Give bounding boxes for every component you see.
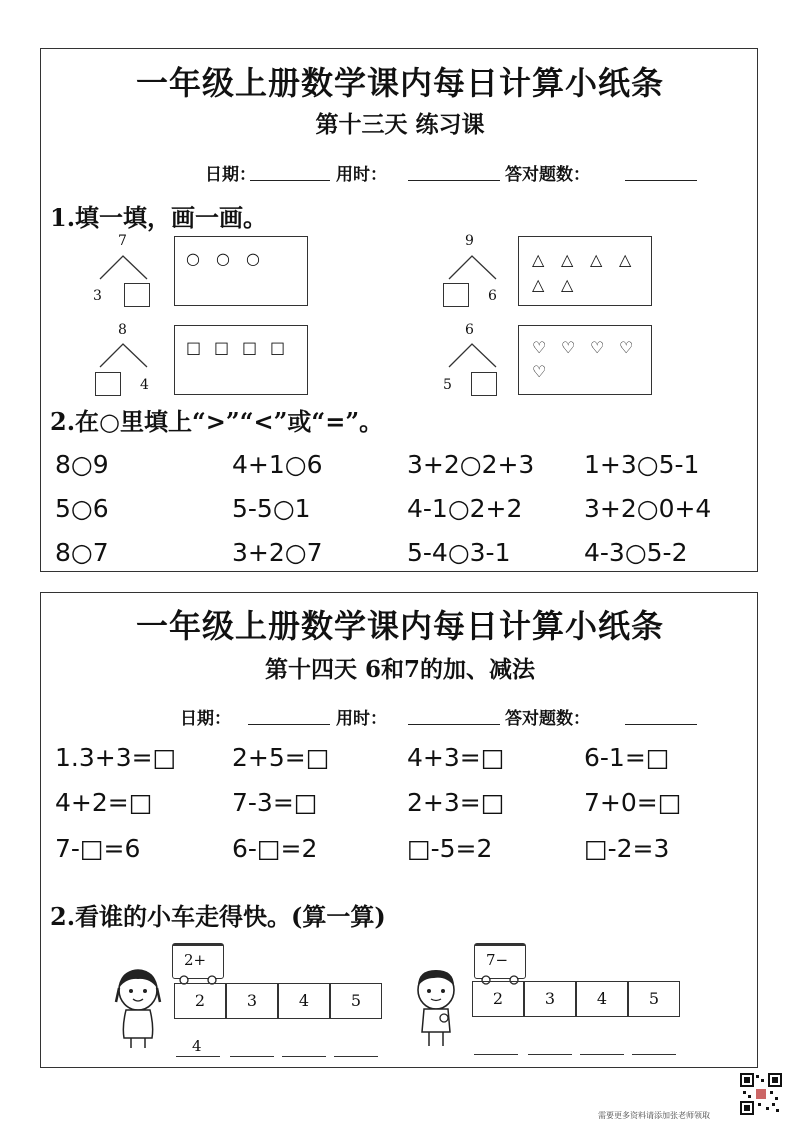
bond2-branches	[444, 252, 504, 280]
card2-date-line[interactable]	[248, 724, 330, 725]
bond4-left: 5	[443, 377, 452, 393]
compare-r2c4[interactable]: 3+2○0+4	[584, 494, 712, 523]
card1-section2-heading: 2.在○里填上“>”“<”或“=”。	[50, 407, 384, 436]
bond1-drawing-box[interactable]	[174, 236, 308, 306]
bond1-top: 7	[118, 233, 127, 249]
car2-answer-line-4[interactable]	[632, 1054, 676, 1055]
card2-correct-label: 答对题数：	[505, 709, 590, 729]
bond1-branches	[95, 252, 155, 280]
compare-r2c1[interactable]: 5○6	[55, 494, 109, 523]
car2-label: 7−	[486, 951, 509, 969]
calc-r2c4[interactable]: 7+0=□	[584, 788, 682, 817]
calc-r1c4[interactable]: 6-1=□	[584, 743, 670, 772]
bond2-shape-3: △	[590, 250, 603, 269]
compare-r1c1[interactable]: 8○9	[55, 450, 109, 479]
bond3-answer-box[interactable]	[95, 372, 121, 396]
calc-r1c2[interactable]: 2+5=□	[232, 743, 330, 772]
card1-date-label: 日期：	[205, 165, 256, 185]
bond2-drawing-box[interactable]	[518, 236, 652, 306]
compare-r2c2[interactable]: 5-5○1	[232, 494, 311, 523]
car1-track-cell-3: 4	[278, 983, 330, 1019]
bond3-shape-2: □	[214, 338, 230, 357]
calc-r2c2[interactable]: 7-3=□	[232, 788, 318, 817]
bond2-top: 9	[465, 233, 474, 249]
car1-answer-line-4[interactable]	[334, 1056, 378, 1057]
car1-label: 2+	[184, 951, 207, 969]
bond4-branches	[444, 340, 504, 368]
bond2-shape-1: △	[532, 250, 545, 269]
car1-track-cell-4: 5	[330, 983, 382, 1019]
calc-r3c4[interactable]: □-2=3	[584, 834, 670, 863]
calc-r3c3[interactable]: □-5=2	[407, 834, 493, 863]
card2-subtitle: 第十四天 6和7的加、减法	[264, 656, 535, 683]
bond2-shape-5: △	[532, 275, 545, 294]
car2-track-cell-2: 3	[524, 981, 576, 1017]
car2-track-cell-4: 5	[628, 981, 680, 1017]
card2-section2-heading: 2.看谁的小车走得快。(算一算)	[50, 902, 386, 931]
bond4-shape-1: ♡	[532, 338, 547, 357]
bond3-shape-1: □	[186, 338, 202, 357]
card1-subtitle: 第十三天 练习课	[315, 111, 485, 138]
card1-correct-line[interactable]	[625, 180, 697, 181]
bond3-branches	[95, 340, 155, 368]
card2-date-label: 日期：	[180, 709, 231, 729]
compare-r3c2[interactable]: 3+2○7	[232, 538, 323, 567]
bond1-shape-3: ○	[246, 249, 260, 268]
bond4-answer-box[interactable]	[471, 372, 497, 396]
card2-time-line[interactable]	[408, 724, 500, 725]
card2-title: 一年级上册数学课内每日计算小纸条	[135, 607, 664, 645]
car1-answer-line-1[interactable]	[176, 1056, 220, 1057]
bond1-shape-1: ○	[186, 249, 200, 268]
card2-time-label: 用时：	[336, 709, 387, 729]
bond4-shape-3: ♡	[590, 338, 605, 357]
bond3-shape-4: □	[270, 338, 286, 357]
bond2-right: 6	[488, 288, 497, 304]
compare-r3c1[interactable]: 8○7	[55, 538, 109, 567]
bond2-shape-4: △	[619, 250, 632, 269]
card1-time-label: 用时：	[336, 165, 387, 185]
car1-track-cell-2: 3	[226, 983, 278, 1019]
bond3-drawing-box[interactable]	[174, 325, 308, 395]
bond3-right: 4	[140, 377, 149, 393]
calc-r2c3[interactable]: 2+3=□	[407, 788, 505, 817]
bond4-shape-4: ♡	[619, 338, 634, 357]
compare-r1c2[interactable]: 4+1○6	[232, 450, 323, 479]
card1-date-line[interactable]	[250, 180, 330, 181]
bond2-shape-2: △	[561, 250, 574, 269]
car2-answer-line-3[interactable]	[580, 1054, 624, 1055]
car1-track-cell-1: 2	[174, 983, 226, 1019]
car1-answer-line-2[interactable]	[230, 1056, 274, 1057]
girl-illustration	[110, 966, 166, 1050]
bond2-answer-box[interactable]	[443, 283, 469, 307]
car1-answer-1: 4	[192, 1037, 202, 1055]
card1-time-line[interactable]	[408, 180, 500, 181]
qr-code-icon	[740, 1073, 782, 1115]
card2-correct-line[interactable]	[625, 724, 697, 725]
bond1-left: 3	[93, 288, 102, 304]
card1-title: 一年级上册数学课内每日计算小纸条	[135, 64, 664, 102]
compare-r2c3[interactable]: 4-1○2+2	[407, 494, 523, 523]
footer-text: 需要更多资料请添加张老师领取	[598, 1111, 710, 1120]
compare-r1c3[interactable]: 3+2○2+3	[407, 450, 535, 479]
bond1-answer-box[interactable]	[124, 283, 150, 307]
compare-r3c3[interactable]: 5-4○3-1	[407, 538, 511, 567]
bond3-shape-3: □	[242, 338, 258, 357]
calc-r3c2[interactable]: 6-□=2	[232, 834, 318, 863]
car2-track-cell-3: 4	[576, 981, 628, 1017]
bond2-shape-6: △	[561, 275, 574, 294]
bond4-drawing-box[interactable]	[518, 325, 652, 395]
car1-answer-line-3[interactable]	[282, 1056, 326, 1057]
calc-r1c1[interactable]: 1.3+3=□	[55, 743, 177, 772]
calc-r1c3[interactable]: 4+3=□	[407, 743, 505, 772]
bond1-shape-2: ○	[216, 249, 230, 268]
card1-correct-label: 答对题数：	[505, 165, 590, 185]
boy-illustration	[408, 966, 464, 1050]
car2-answer-line-2[interactable]	[528, 1054, 572, 1055]
calc-r3c1[interactable]: 7-□=6	[55, 834, 141, 863]
calc-r2c1[interactable]: 4+2=□	[55, 788, 153, 817]
compare-r3c4[interactable]: 4-3○5-2	[584, 538, 688, 567]
card1-section1-heading: 1.填一填，画一画。	[50, 203, 268, 232]
bond3-top: 8	[118, 322, 127, 338]
bond4-shape-2: ♡	[561, 338, 576, 357]
compare-r1c4[interactable]: 1+3○5-1	[584, 450, 700, 479]
car2-answer-line-1[interactable]	[474, 1054, 518, 1055]
bond4-shape-5: ♡	[532, 362, 547, 381]
bond4-top: 6	[465, 322, 474, 338]
car2-track-cell-1: 2	[472, 981, 524, 1017]
